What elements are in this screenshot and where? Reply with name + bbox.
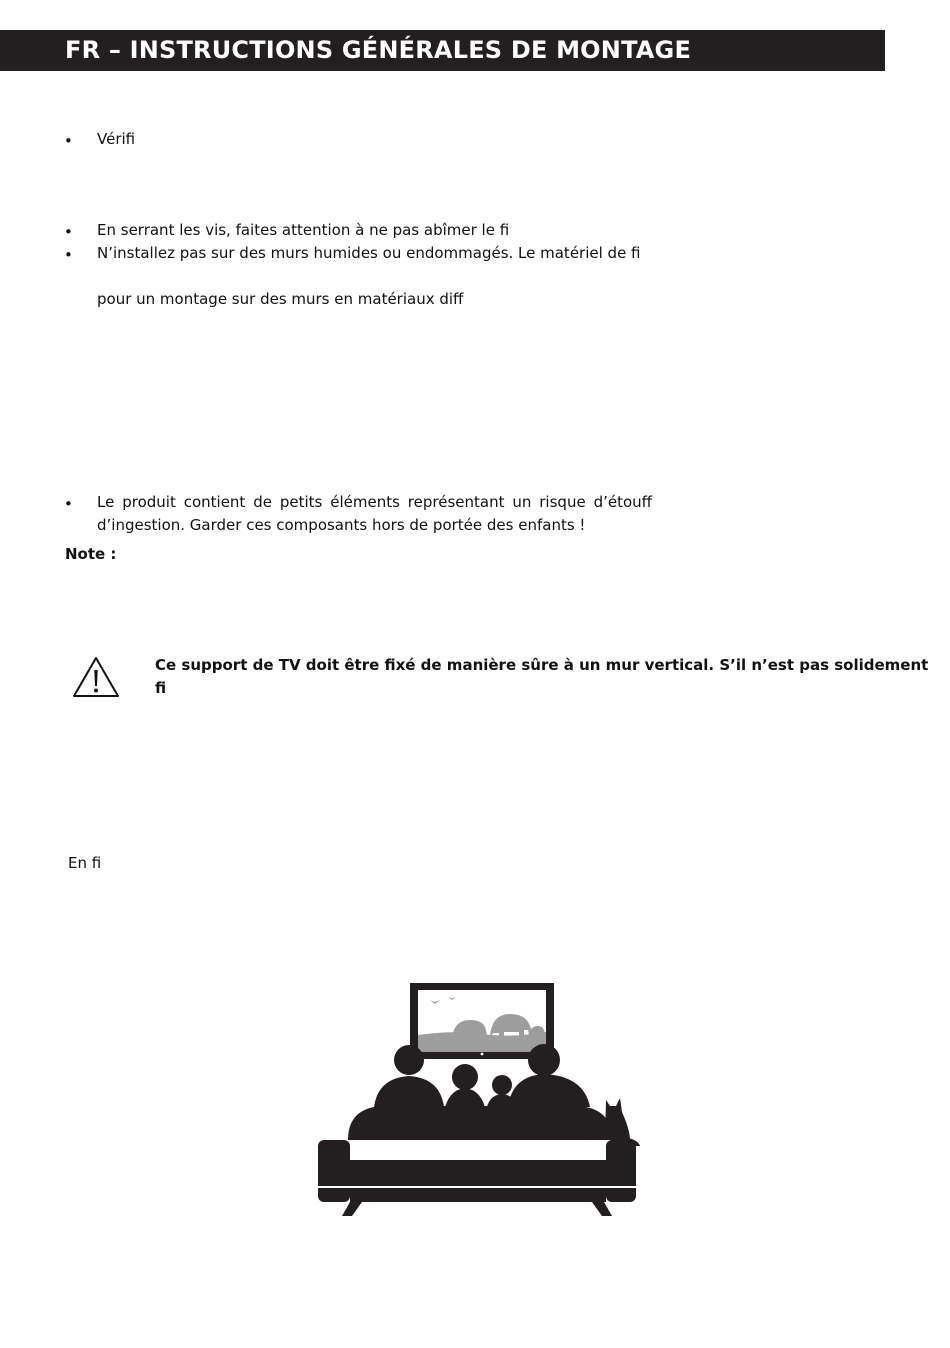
closing-text: En fi	[68, 854, 102, 872]
warning-text: Ce support de TV doit être fixé de manière sûre à un mur vertical. S’il n’est pas solidement	[155, 656, 929, 674]
warning-icon	[72, 655, 120, 699]
instruction-verify: Vérifi	[97, 130, 136, 148]
bullet-marker: •	[64, 132, 73, 150]
bullet-marker: •	[64, 223, 73, 241]
warning-text-continued: fi	[155, 679, 167, 697]
instruction-small-parts: Le produit contient de petits éléments représentant un risque d’étouff	[97, 493, 652, 511]
instruction-small-parts-continued: d’ingestion. Garder ces composants hors de portée des enfants !	[97, 516, 586, 534]
page-title: FR – INSTRUCTIONS GÉNÉRALES DE MONTAGE	[65, 36, 692, 64]
bullet-marker: •	[64, 246, 73, 264]
instruction-screws: En serrant les vis, faites attention à ne pas abîmer le fi	[97, 221, 510, 239]
note-label: Note :	[65, 545, 117, 563]
family-tv-illustration	[312, 980, 642, 1220]
instruction-walls-continued: pour un montage sur des murs en matériaux diff	[97, 290, 464, 308]
bullet-marker: •	[64, 495, 73, 513]
instruction-walls: N’installez pas sur des murs humides ou endommagés. Le matériel de fi	[97, 244, 641, 262]
